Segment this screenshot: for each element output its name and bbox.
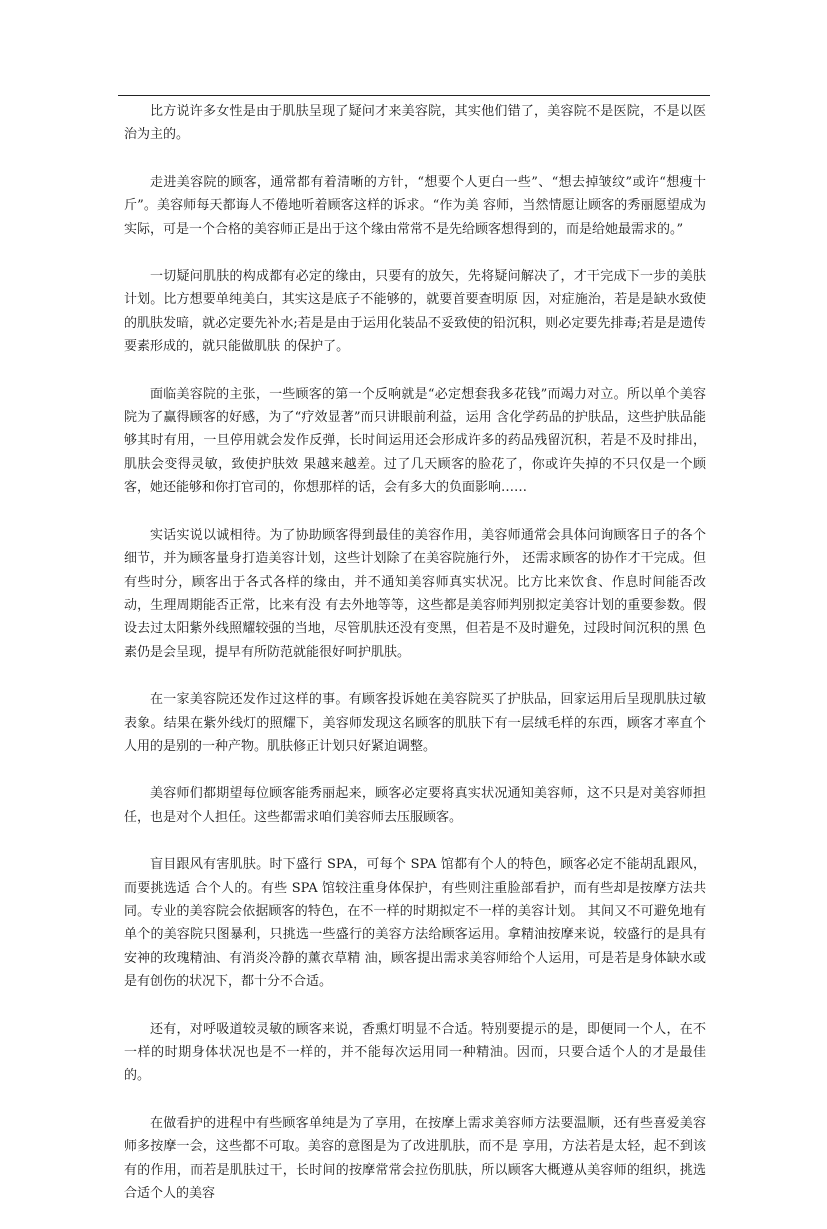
paragraph-6: 在一家美容院还发作过这样的事。有顾客投诉她在美容院买了护肤品，回家运用后呈现肌肤过敏表象。结果在紫外线灯的照耀下，美容师发现这名顾客的肌肤下有一层绒毛样的东西，顾客才率直个人用的是别的一种产物。肌肤修正计划只好紧迫调整。 (124, 692, 706, 754)
paragraph-3: 一切疑问肌肤的构成都有必定的缘由，只要有的放矢，先将疑问解决了，才干完成下一步的美肤计划。比方想要单纯美白，其实这是底子不能够的，就要首要查明原 因，对症施治，若是是缺水致使的肌肤发暗，就必定要先补水;若是是由于运用化装品不妥致使的铅沉积，则必定要先排毒;若是是遗传要素形成的，就只能做肌肤 的保护了。 (124, 269, 706, 355)
paragraph-10: 在做看护的进程中有些顾客单纯是为了享用，在按摩上需求美容师方法要温顺，还有些喜爱美容师多按摩一会，这些都不可取。美容的意图是为了改进肌肤，而不是 享用，方法若是太轻，起不到该有的作用，而若是肌肤过干，长时间的按摩常常会拉伤肌肤，所以顾客大概遵从美容师的组织，挑选合适个人的美容 (124, 1115, 706, 1202)
article-body (124, 100, 706, 1229)
paragraph-4: 面临美容院的主张，一些顾客的第一个反响就是“必定想套我多花钱”而竭力对立。所以单个美容院为了赢得顾客的好感，为了“疗效显著”而只讲眼前利益，运用 含化学药品的护肤品，这些护肤品能够其时有用，一旦停用就会发作反弹，长时间运用还会形成许多的药品残留沉积，若是不及时排出，肌肤会变得灵敏，致使护肤效 果越来越差。过了几天顾客的脸花了，你或许失掉的不只仅是一个顾客，她还能够和你打官司的，你想那样的话，会有多大的负面影响…… (124, 386, 706, 496)
paragraph-9: 还有，对呼吸道较灵敏的顾客来说，香熏灯明显不合适。特别要提示的是，即便同一个人，在不一样的时期身体状况也是不一样的，并不能每次运用同一种精油。因而，只要合适个人的才是最佳的。 (124, 1021, 706, 1084)
header-divider (118, 95, 710, 96)
paragraph-7: 美容师们都期望每位顾客能秀丽起来，顾客必定要将真实状况通知美容师，这不只是对美容师担任，也是对个人担任。这些都需求咱们美容师去压服顾客。 (124, 786, 706, 825)
paragraph-5: 实话实说以诚相待。为了协助顾客得到最佳的美容作用，美容师通常会具体问询顾客日子的各个细节，并为顾客量身打造美容计划，这些计划除了在美容院施行外， 还需求顾客的协作才干完成。但有些时分，顾客出于各式各样的缘由，并不通知美容师真实状况。比方比来饮食、作息时间能否改动，生理周期能否正常，比来有没 有去外地等等，这些都是美容师判别拟定美容计划的重要参数。假设去过太阳紫外线照耀较强的当地，尽管肌肤还没有变黑，但若是不及时避免，过段时间沉积的黑 色素仍是会呈现，提早有所防范就能很好呵护肌肤。 (124, 527, 706, 660)
paragraph-2: 走进美容院的顾客，通常都有着清晰的方针，“想要个人更白一些”、“想去掉皱纹”或许“想瘦十斤”。美容师每天都诲人不倦地听着顾客这样的诉求。“作为美 容师，当然情愿让顾客的秀丽愿望成为实际，可是一个合格的美容师正是出于这个缘由常常不是先给顾客想得到的，而是给她最需求的。” (124, 174, 706, 237)
paragraph-1: 比方说许多女性是由于肌肤呈现了疑问才来美容院，其实他们错了，美容院不是医院，不是以医治为主的。 (124, 104, 706, 143)
paragraph-8: 盲目跟风有害肌肤。时下盛行 SPA，可每个 SPA 馆都有个人的特色，顾客必定不能胡乱跟风，而要挑选适 合个人的。有些 SPA 馆较注重身体保护，有些则注重脸部看护，而有些却是按摩方法共同。专业的美容院会依据顾客的特色，在不一样的时期拟定不一样的美容计划。 其间又不可避免地有单个的美容院只图暴利，只挑选一些盛行的美容方法给顾客运用。拿精油按摩来说，较盛行的是具有安神的玫瑰精油、有消炎冷静的薰衣草精 油，顾客提出需求美容师给个人运用，可是若是身体缺水或是有创伤的状况下，都十分不合适。 (124, 857, 706, 990)
